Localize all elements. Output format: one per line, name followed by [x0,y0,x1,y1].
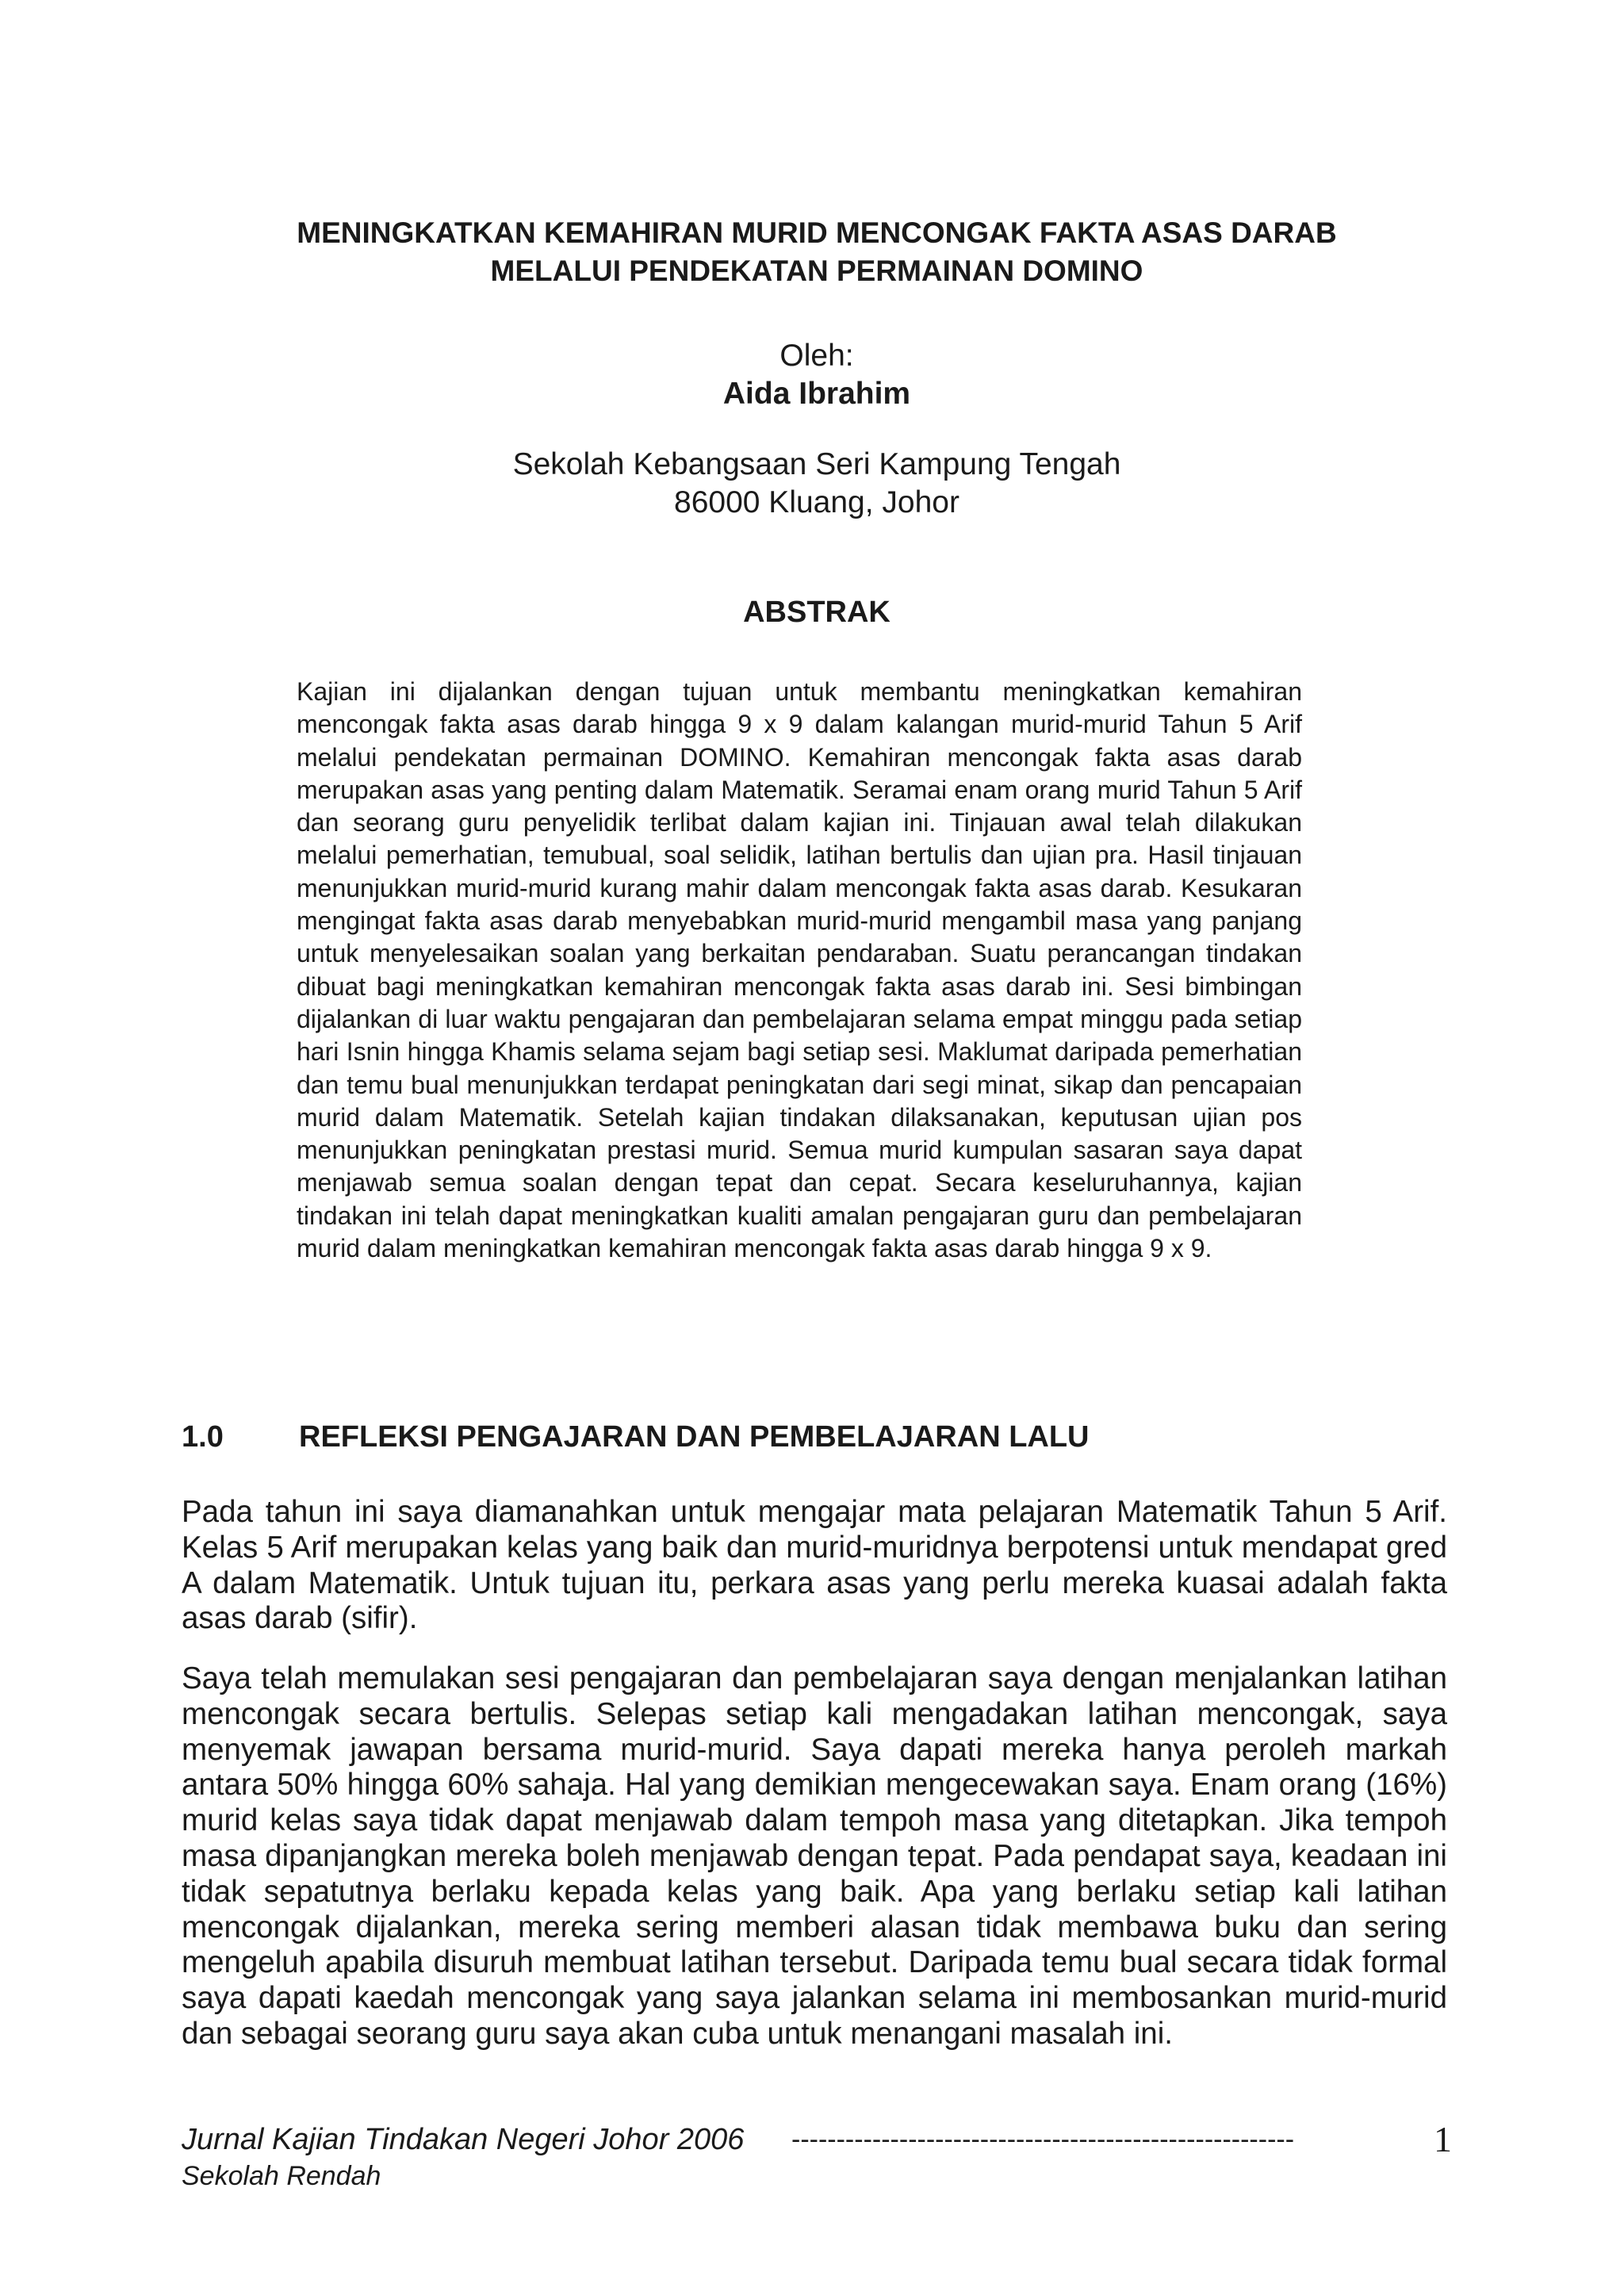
byline-label: Oleh: [779,339,854,373]
page-number: 1 [1434,2119,1452,2159]
author-name: Aida Ibrahim [722,377,911,411]
byline [182,337,1451,413]
section-title: REFLEKSI PENGAJARAN DAN PEMBELAJARAN LALU [299,1420,1090,1454]
paper-title-line-1: MENINGKATKAN KEMAHIRAN MURID MENCONGAK FAKTA ASAS DARAB [297,216,1337,249]
paper-title [182,214,1451,290]
section-heading [182,1418,1090,1456]
paper-title-line-2: MELALUI PENDEKATAN PERMAINAN DOMINO [490,255,1143,287]
footer-journal-name: Jurnal Kajian Tindakan Negeri Johor 2006 [182,2123,745,2156]
abstract-heading: ABSTRAK [743,596,891,629]
abstract-text: Kajian ini dijalankan dengan tujuan untuk membantu meningkatkan kemahiran mencongak fakta asas darab hingga 9 x 9 dalam kalangan murid-murid Tahun 5 Arif melalui pendekatan permainan DOMINO. Kemahiran mencongak fakta asas darab merupakan asas yang penting dalam Matematik. Seramai enam orang murid Tahun 5 Arif dan seorang guru penyelidik terlibat dalam kajian ini. Tinjauan awal telah dilakukan melalui pemerhatian, temubual, soal selidik, latihan bertulis dan ujian pra. Hasil tinjauan menunjukkan murid-murid kurang mahir dalam mencongak fakta asas darab. Kesukaran mengingat fakta asas darab menyebabkan murid-murid mengambil masa yang panjang untuk menyelesaikan soalan yang berkaitan pendaraban. Suatu perancangan tindakan dibuat bagi meningkatkan kemahiran mencongak fakta asas darab ini. Sesi bimbingan dijalankan di luar waktu pengajaran dan pembelajaran selama empat minggu pada setiap hari Isnin hingga Khamis selama sejam bagi setiap sesi. Maklumat daripada pemerhatian dan temu bual menunjukkan terdapat peningkatan dari segi minat, sikap dan pencapaian murid dalam Matematik. Setelah kajian tindakan dilaksanakan, keputusan ujian pos menunjukkan peningkatan prestasi murid. Semua murid kumpulan sasaran saya dapat menjawab semua soalan dengan tepat dan cepat. Secara keseluruhannya, kajian tindakan ini telah dapat meningkatkan kualiti amalan pengajaran guru dan pembelajaran murid dalam meningkatkan kemahiran mencongak fakta asas darab hingga 9 x 9. [297,677,1302,1263]
footer-subtitle: Sekolah Rendah [182,2161,381,2191]
body-paragraph-1: Pada tahun ini saya diamanahkan untuk mengajar mata pelajaran Matematik Tahun 5 Arif. Kelas 5 Arif merupakan kelas yang baik dan murid-muridnya berpotensi untuk mendapat gred A dalam Matematik. Untuk tujuan itu, perkara asas yang perlu mereka kuasai adalah fakta asas darab (sifir). [182,1495,1447,1636]
section-number: 1.0 [182,1420,224,1454]
school-name: Sekolah Kebangsaan Seri Kampung Tengah [512,447,1121,481]
footer-divider: -------------------------------------------------------- [791,2125,1295,2155]
body-paragraph-2: Saya telah memulakan sesi pengajaran dan pembelajaran saya dengan menjalankan latihan mencongak secara bertulis. Selepas setiap kali mengadakan latihan mencongak, saya menyemak jawapan bersama murid-murid. Saya dapati mereka hanya peroleh markah antara 50% hingga 60% sahaja. Hal yang demikian mengecewakan saya. Enam orang (16%) murid kelas saya tidak dapat menjawab dalam tempoh masa yang ditetapkan. Jika tempoh masa dipanjangkan mereka boleh menjawab dengan tepat. Pada pendapat saya, keadaan ini tidak sepatutnya berlaku kepada kelas yang baik. Apa yang berlaku setiap kali latihan mencongak dijalankan, mereka sering memberi alasan tidak membawa buku dan sering mengeluh apabila disuruh membuat latihan tersebut. Daripada temu bual secara tidak formal saya dapati kaedah mencongak yang saya jalankan selama ini membosankan murid-murid dan sebagai seorang guru saya akan cuba untuk menangani masalah ini. [182,1661,1447,2051]
school-address: 86000 Kluang, Johor [674,485,959,519]
affiliation [182,446,1451,522]
